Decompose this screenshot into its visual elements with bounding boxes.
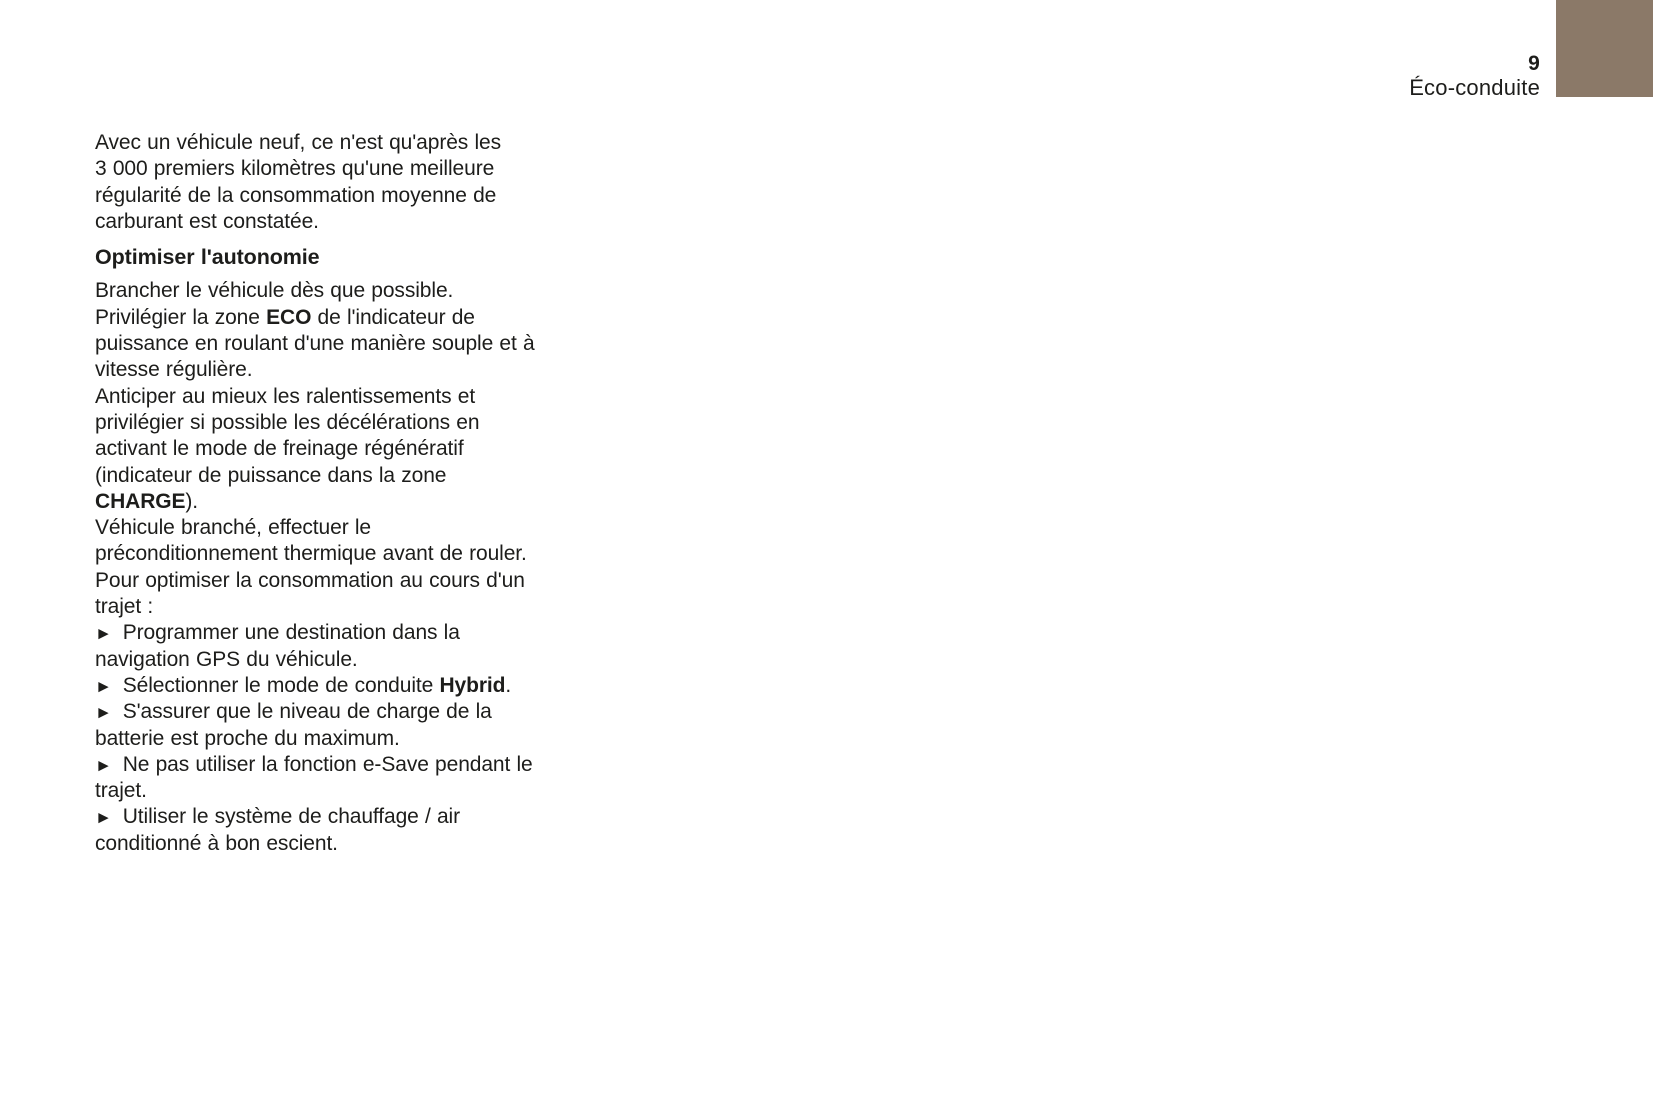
text-column (95, 130, 543, 857)
body-paragraph: Véhicule branché, effectuer le préconditionnement thermique avant de rouler. (95, 516, 527, 566)
bullet-item (95, 620, 543, 673)
bullet-text: Utiliser le système de chauffage / air conditionné à bon escient. (95, 805, 461, 855)
bullet-arrow-icon: ► (95, 702, 113, 723)
bullet-item (95, 804, 543, 857)
bullet-item (95, 673, 543, 699)
bullet-arrow-icon: ► (95, 675, 113, 696)
corner-accent-block (1556, 0, 1653, 97)
page-number: 9 (1528, 52, 1540, 75)
bullet-item (95, 752, 543, 805)
bullet-arrow-icon: ► (95, 807, 113, 828)
body-paragraph: Privilégier la zone ECO de l'indicateur de puissance en roulant d'une manière souple et à vitesse régulière. (95, 305, 535, 382)
body-paragraph: Anticiper au mieux les ralentissements et privilégier si possible les décélérations en activant le mode de freinage régénératif (indicateur de puissance dans la zone CHARGE). (95, 384, 480, 513)
body-paragraph: Pour optimiser la consommation au cours d'un trajet : (95, 568, 525, 619)
bullet-item (95, 699, 543, 752)
bullet-arrow-icon: ► (95, 623, 113, 644)
section-heading: Optimiser l'autonomie (95, 245, 320, 270)
section-title: Éco-conduite (1409, 75, 1540, 100)
bullet-text: Sélectionner le mode de conduite Hybrid. (122, 673, 512, 697)
body-paragraph: Brancher le véhicule dès que possible. (95, 279, 454, 303)
bullet-text: Ne pas utiliser la fonction e-Save pendant le trajet. (95, 752, 533, 803)
bullet-text: S'assurer que le niveau de charge de la batterie est proche du maximum. (95, 700, 492, 750)
bullet-text: Programmer une destination dans la navigation GPS du véhicule. (95, 621, 460, 671)
bullet-arrow-icon: ► (95, 754, 113, 775)
body-paragraph: Avec un véhicule neuf, ce n'est qu'après les 3 000 premiers kilomètres qu'une meilleure régularité de la consommation moyenne de carburant est constatée. (95, 131, 501, 233)
page-header (1409, 52, 1540, 100)
